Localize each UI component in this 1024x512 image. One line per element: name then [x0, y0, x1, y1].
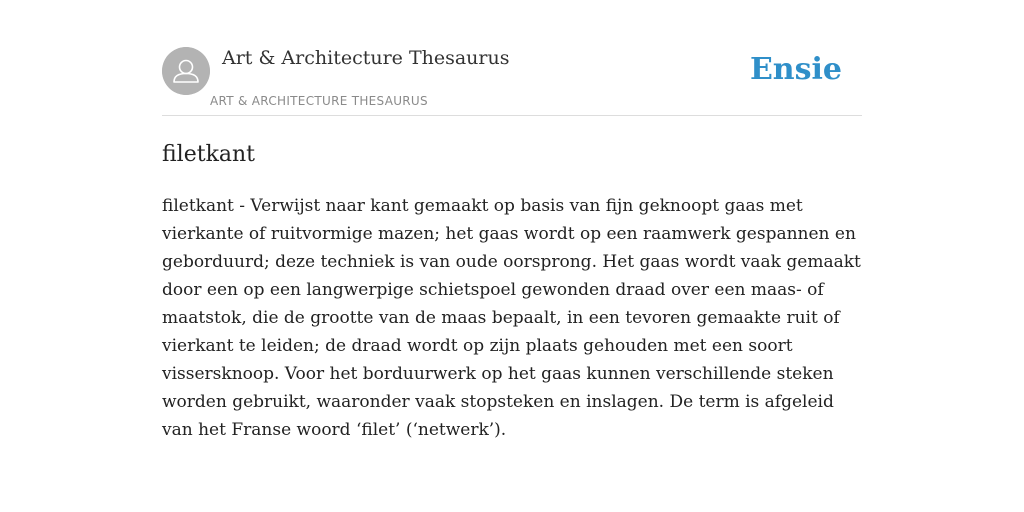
- author-name[interactable]: Art & Architecture Thesaurus: [222, 47, 510, 69]
- user-icon: [162, 47, 210, 95]
- brand-logo[interactable]: Ensie: [749, 52, 842, 87]
- entry-definition: filetkant - Verwijst naar kant gemaakt op basis van fijn geknoopt gaas met vierkante of ruitvormige mazen; het gaas wordt op een raamwerk gespannen en geborduurd; deze techniek is van oude oorsprong. Het gaas wordt vaak gemaakt door een op een langwerpige schietspoel gewonden draad over een maas- of maatstok, die de grootte van de maas bepaalt, in een tevoren gemaakte ruit of vierkant te leiden; de draad wordt op zijn plaats gehouden met een soort vissersknoop. Voor het borduurwerk op het gaas kunnen verschillende steken worden gebruikt, waaronder vaak stopsteken en inslagen. De term is afgeleid van het Franse woord ‘filet’ (‘netwerk’).: [162, 196, 861, 440]
- entry-header: [162, 0, 862, 116]
- entry-card: [162, 0, 862, 512]
- entry-term: filetkant: [162, 142, 256, 167]
- author-subtitle[interactable]: ART & ARCHITECTURE THESAURUS: [210, 94, 428, 108]
- avatar[interactable]: [162, 47, 210, 95]
